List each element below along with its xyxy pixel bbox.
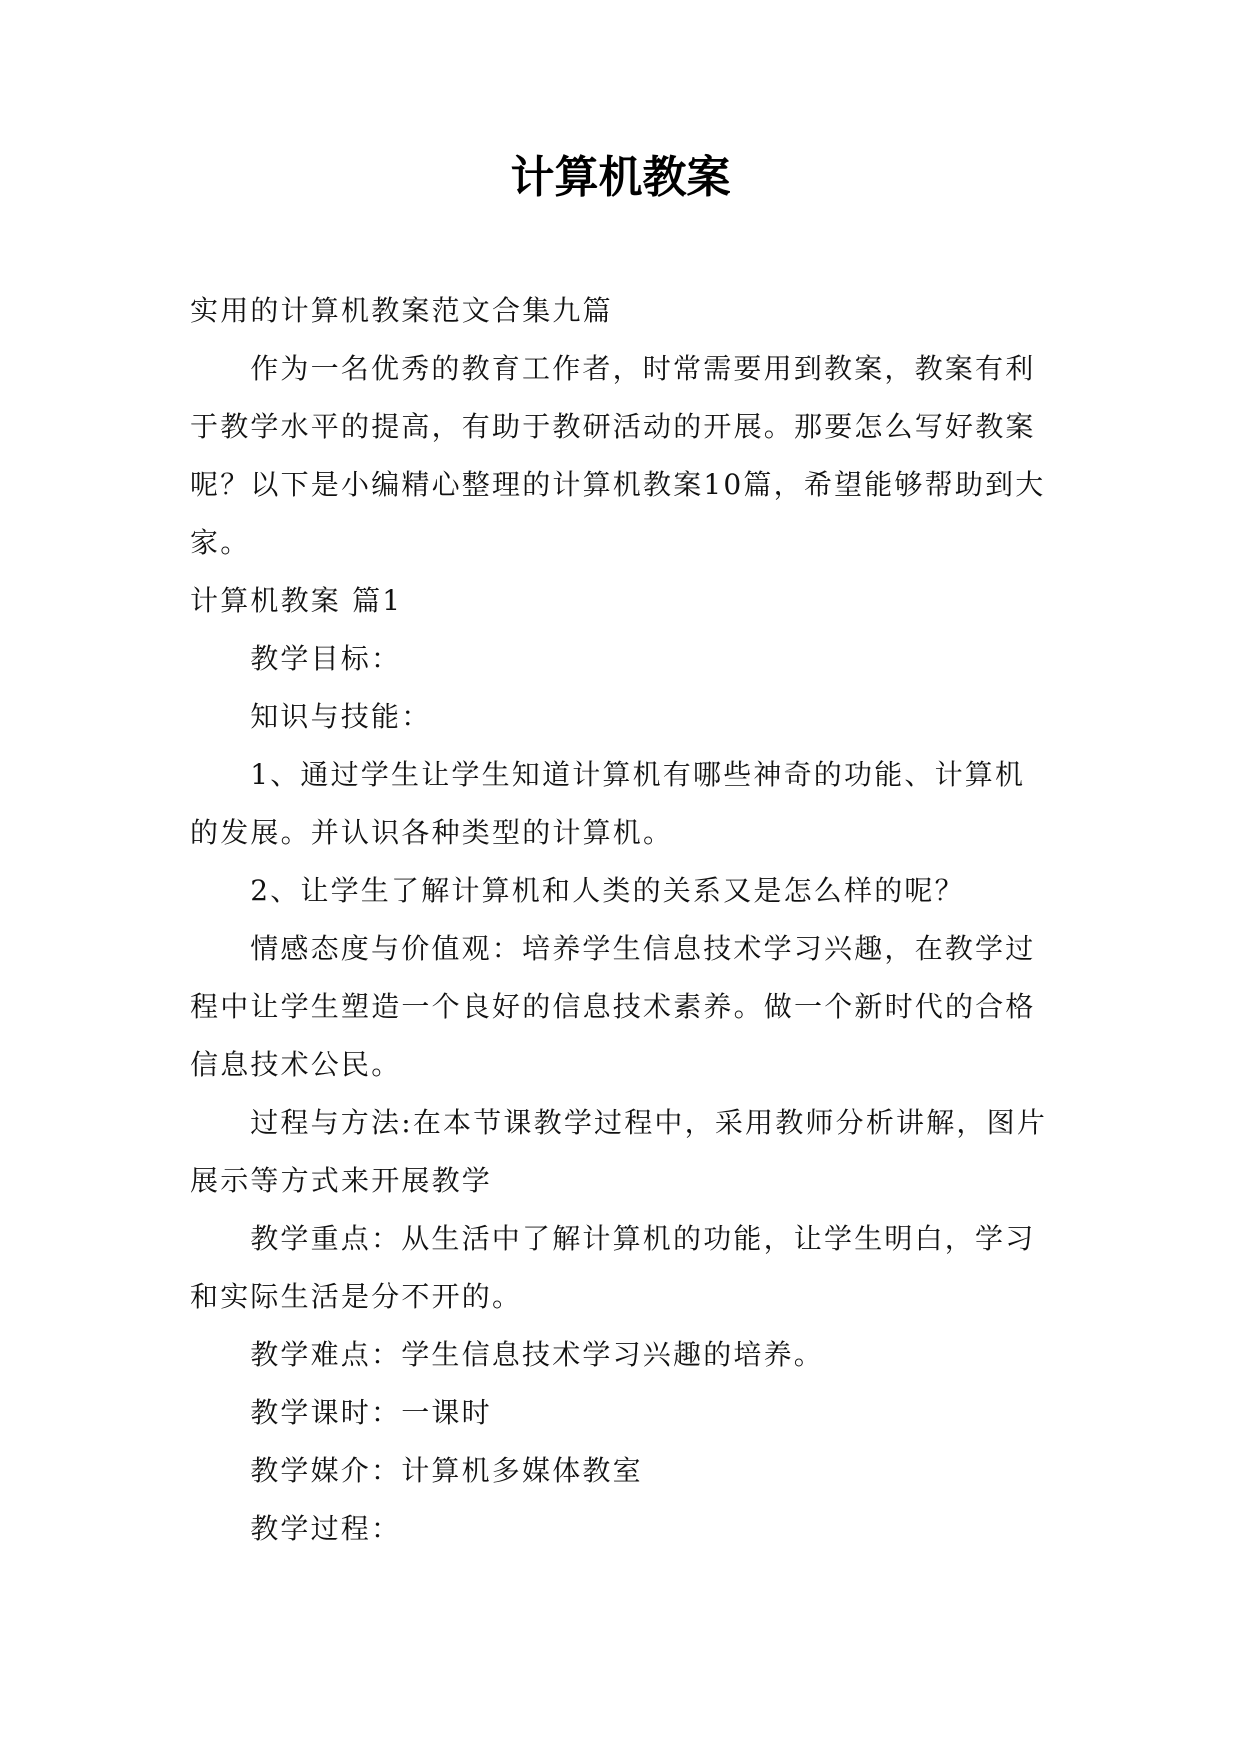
paragraph-item-1: 1、通过学生让学生知道计算机有哪些神奇的功能、计算机的发展。并认识各种类型的计算机。 — [190, 758, 1026, 849]
paragraph-goal-heading: 教学目标： — [250, 642, 402, 675]
paragraph-subtitle: 实用的计算机教案范文合集九篇 — [190, 294, 613, 327]
paragraph-item-2: 2、让学生了解计算机和人类的关系又是怎么样的呢？ — [250, 874, 965, 907]
paragraph-attitude: 情感态度与价值观：培养学生信息技术学习兴趣，在教学过程中让学生塑造一个良好的信息技术素养。做一个新时代的合格信息技术公民。 — [190, 932, 1036, 1081]
paragraph-intro: 作为一名优秀的教育工作者，时常需要用到教案，教案有利于教学水平的提高，有助于教研活动的开展。那要怎么写好教案呢？以下是小编精心整理的计算机教案10篇，希望能够帮助到大家。 — [190, 352, 1046, 559]
paragraph-hours: 教学课时：一课时 — [250, 1396, 492, 1429]
document-title: 计算机教案 — [510, 152, 731, 203]
paragraph-method: 过程与方法:在本节课教学过程中，采用教师分析讲解，图片展示等方式来开展教学 — [190, 1106, 1048, 1197]
paragraph-knowledge-heading: 知识与技能： — [250, 700, 432, 733]
paragraph-key-point: 教学重点：从生活中了解计算机的功能，让学生明白，学习和实际生活是分不开的。 — [190, 1222, 1036, 1313]
paragraph-difficulty: 教学难点：学生信息技术学习兴趣的培养。 — [250, 1338, 824, 1371]
section-heading: 计算机教案 篇1 — [190, 584, 403, 617]
paragraph-process: 教学过程： — [250, 1512, 402, 1545]
paragraph-media: 教学媒介：计算机多媒体教室 — [250, 1454, 643, 1487]
document-body — [190, 282, 1052, 1558]
